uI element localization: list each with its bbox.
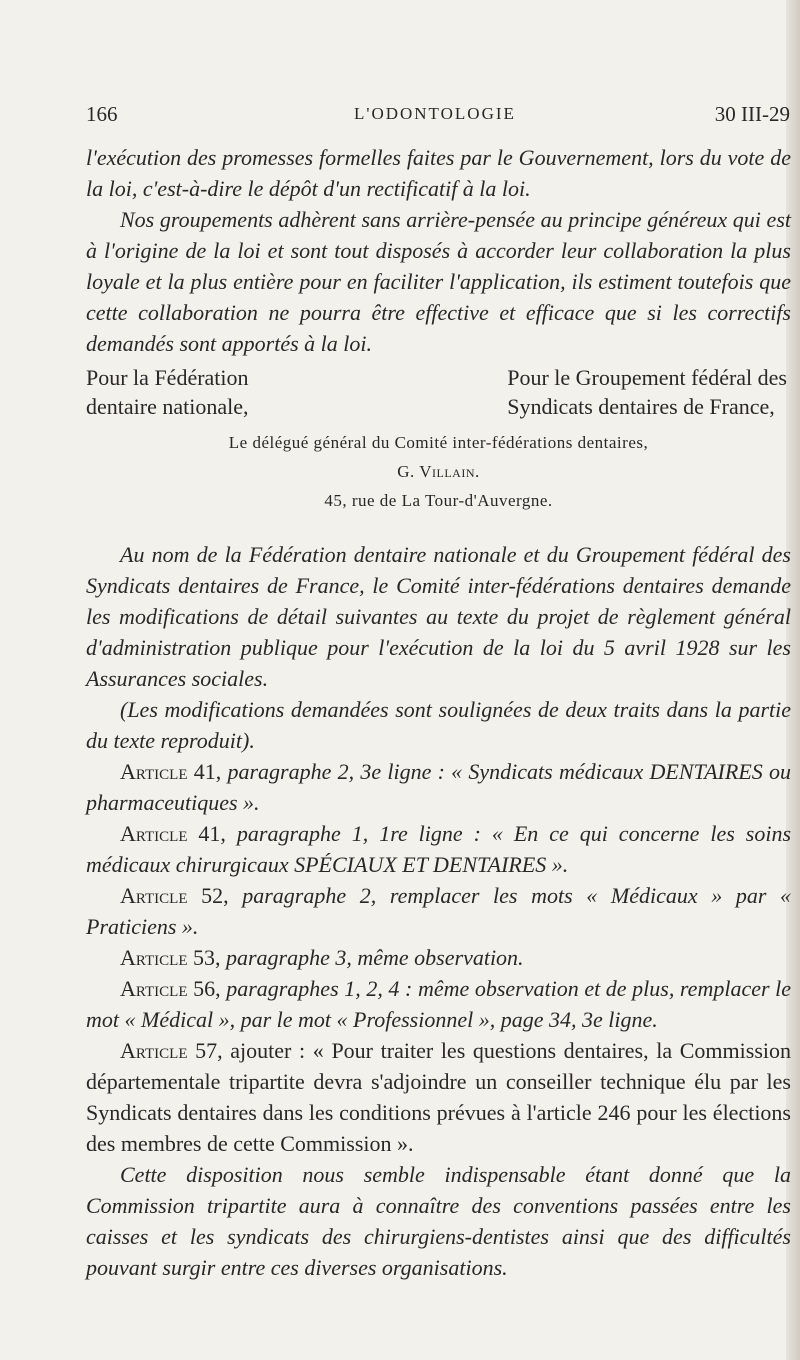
article-label: Article 56, (120, 976, 221, 1001)
paragraph-intro: Au nom de la Fédération dentaire nationale et du Groupement fédéral des Syndicats dentaires de France, le Comité inter-fédérations dentaires demande les modifications de détail suivantes au texte du projet de règlement général d'administration publique pour l'exécution de la loi du 5 avril 1928 sur les Assurances sociales. (86, 542, 791, 691)
signature-right-line2: Syndicats dentaires de France, (507, 394, 775, 419)
article-53-item (86, 942, 791, 973)
article-52-item (86, 880, 791, 942)
article-label: Article 52, (120, 883, 229, 908)
paragraph-note: (Les modifications demandées sont soulignées de deux traits dans la partie du texte reproduit). (86, 697, 791, 753)
article-41-item (86, 756, 791, 818)
signature-right-line1: Pour le Groupement fédéral des (507, 365, 787, 390)
article-label: Article 41, (120, 759, 222, 784)
signatory-address: 45, rue de La Tour-d'Auvergne. (324, 491, 553, 510)
signature-left-line1: Pour la Fédération (86, 365, 249, 390)
article-text: ajouter : « Pour traiter les questions dentaires, la Commission départementale tripartite devra s'adjoindre un conseiller technique élu par les Syndicats dentaires dans les conditions prévues à l'article 246 pour les élections des membres de cette Commission ». (86, 1038, 792, 1156)
delegate-line: Le délégué général du Comité inter-fédérations dentaires, (228, 433, 649, 452)
signature-meta (86, 428, 791, 515)
paragraph-closing: Cette disposition nous semble indispensable étant donné que la Commission tripartite aura à connaître des conventions passées entre les caisses et les syndicats des chirurgiens-dentistes ainsi que des difficultés pouvant surgir entre ces diverses organisations. (86, 1162, 791, 1280)
running-header (86, 102, 796, 136)
signature-block (86, 363, 791, 421)
issue-date: 30 III-29 (714, 102, 790, 126)
article-57-item (86, 1035, 791, 1159)
article-text: paragraphes 1, 2, 4 : même observation et de plus, remplacer le mot « Médical », par le mot « Professionnel », page 34, 3e ligne. (86, 976, 792, 1032)
article-text: paragraphe 2, 3e ligne : « Syndicats médicaux DENTAIRES ou pharmaceutiques ». (86, 759, 792, 815)
article-label: Article 41, (120, 821, 226, 846)
signature-left-line2: dentaire nationale, (86, 394, 249, 419)
article-text: paragraphe 1, 1re ligne : « En ce qui concerne les soins médicaux chirurgicaux SPÉCIAUX ET DENTAIRES ». (86, 821, 792, 877)
paragraph-groupements: Nos groupements adhèrent sans arrière-pensée au principe généreux qui est à l'origine de la loi et sont tout disposés à accorder leur collaboration la plus loyale et la plus entière pour en faciliter l'application, ils estiment toutefois que cette collaboration ne pourra être effective et efficace que si les correctifs demandés sont apportés à la loi. (86, 207, 791, 356)
article-label: Article 53, (120, 945, 221, 970)
journal-title: L'ODONTOLOGIE (354, 104, 516, 123)
article-41b-item (86, 818, 791, 880)
article-label: Article 57, (120, 1038, 223, 1063)
page-number: 166 (86, 102, 118, 126)
signature-right (507, 363, 787, 421)
signatory-name: G. Villain. (397, 462, 480, 481)
page-body (86, 142, 791, 1283)
paragraph-continuation: l'exécution des promesses formelles faites par le Gouvernement, lors du vote de la loi, c'est-à-dire le dépôt d'un rectificatif à la loi. (86, 145, 791, 201)
article-text: paragraphe 3, même observation. (225, 945, 524, 970)
signature-left (86, 363, 249, 421)
article-text: paragraphe 2, remplacer les mots « Médicaux » par « Praticiens ». (86, 883, 791, 939)
article-56-item (86, 973, 791, 1035)
